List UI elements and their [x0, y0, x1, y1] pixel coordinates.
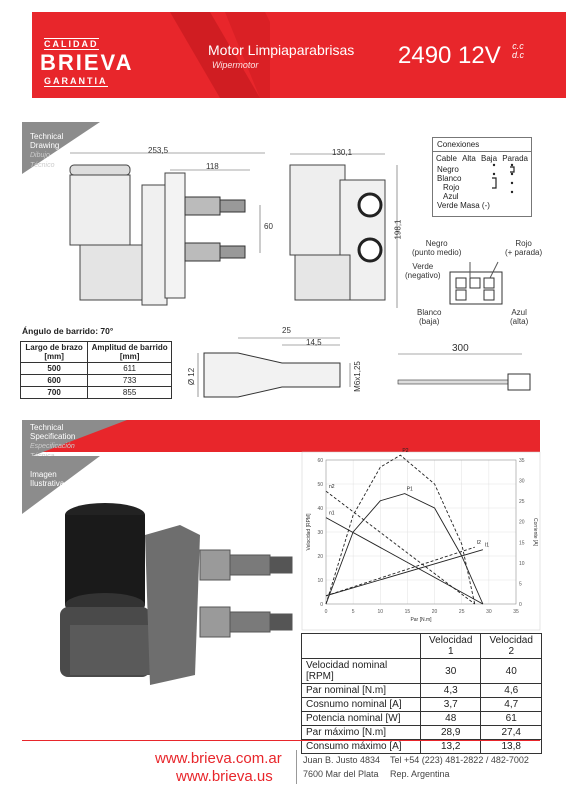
- motor-front-drawing: [285, 150, 405, 315]
- sweep-header-row: [21, 342, 172, 363]
- dim-25: 25: [282, 326, 291, 335]
- chart-x-tick-label: 30: [486, 609, 492, 615]
- chart-y-left-tick-label: 60: [317, 458, 323, 464]
- chart-x-tick-label: 15: [404, 609, 411, 615]
- conn-header-baja: Baja: [481, 154, 498, 163]
- pin-negro: [412, 239, 461, 257]
- logo-brand-text: BRIEVA: [40, 50, 134, 75]
- connections-title: Conexiones: [433, 138, 531, 152]
- footer-address-2: 7600 Mar del Plata: [303, 769, 379, 779]
- sweep-cell: 611: [88, 363, 172, 375]
- conn-ground: Verde Masa (-): [437, 201, 490, 210]
- conn-row-azul: Azul: [443, 192, 459, 201]
- dim-1301: 130,1: [332, 148, 353, 157]
- spec-cell: 28,9: [420, 726, 481, 740]
- dim-145: 14,5: [306, 338, 322, 347]
- spec-tag-es: Especificación: [30, 443, 75, 450]
- spec-header-row: [302, 634, 542, 659]
- dim-60: 60: [264, 222, 273, 231]
- sweep-angle-title: Ángulo de barrido: 70°: [22, 326, 114, 336]
- sweep-cell: 500: [21, 363, 88, 375]
- chart-y-right-tick-label: 5: [519, 581, 522, 588]
- conn-row-rojo: Rojo: [443, 183, 460, 192]
- spec-row: [302, 684, 542, 698]
- chart-series-label: I1: [484, 542, 490, 549]
- pin-rojo-label: Rojo: [515, 239, 532, 248]
- spec-row: [302, 698, 542, 712]
- pin-verde-label: Verde: [412, 262, 434, 271]
- chart-y-right-tick-label: 0: [519, 602, 522, 608]
- chart-y-left-tick-label: 50: [317, 482, 323, 488]
- spec-row: [302, 712, 542, 726]
- spec-cell: Consumo máximo [A]: [302, 740, 421, 754]
- dim-118: 118: [206, 162, 219, 171]
- chart-y-right-tick-label: 25: [519, 499, 525, 506]
- website-ar-link[interactable]: www.brieva.com.ar: [155, 750, 282, 767]
- drawing-tag-es: Dibujo Técnico: [30, 152, 55, 169]
- chart-y-left-tick-label: 40: [317, 506, 323, 512]
- chart-x-tick-label: 0: [324, 609, 328, 615]
- conn-header-alta: Alta: [462, 154, 476, 163]
- shaft-drawing: [190, 335, 360, 410]
- motor-illustration: [30, 495, 300, 695]
- sweep-row: [21, 387, 172, 399]
- chart-y-left-tick-label: 30: [317, 530, 323, 536]
- pin-rojo: [505, 239, 542, 257]
- chart-series-label: I2: [476, 540, 481, 547]
- spec-cell: 61: [481, 712, 542, 726]
- sweep-header-arm: Largo de brazo [mm]: [21, 342, 88, 363]
- spec-cell: 4,6: [481, 684, 542, 698]
- pin-verde: [405, 262, 441, 280]
- sweep-cell: 733: [88, 375, 172, 387]
- drawing-tag-en: Technical Drawing: [30, 132, 64, 150]
- chart-y-left-axis-label: Velocidad [RPM]: [306, 513, 312, 551]
- spec-cell: Cosnumo nominal [A]: [302, 698, 421, 712]
- spec-cell: 40: [481, 659, 542, 684]
- spec-header-v1: Velocidad 1: [420, 634, 481, 659]
- sweep-header-amplitude: Amplitud de barrido [mm]: [88, 342, 172, 363]
- spec-cell: 30: [420, 659, 481, 684]
- spec-header-blank: [302, 634, 421, 659]
- chart-x-tick-label: 10: [377, 609, 384, 615]
- conn-row-blanco: Blanco: [437, 174, 462, 183]
- sweep-row: [21, 363, 172, 375]
- performance-chart: [302, 448, 540, 630]
- brand-logo: [34, 18, 194, 90]
- product-subtitle: Wipermotor: [212, 60, 259, 70]
- spec-cell: Potencia nominal [W]: [302, 712, 421, 726]
- pin-blanco-sub: (baja): [419, 317, 440, 326]
- spec-tag-en: Technical Specification: [30, 423, 76, 441]
- spec-cell: Par máximo [N.m]: [302, 726, 421, 740]
- spec-row: [302, 726, 542, 740]
- spec-table: [301, 633, 542, 754]
- current-dc: d.c: [512, 50, 525, 60]
- footer-separator: [296, 750, 297, 784]
- image-tag-label: Imagen Ilustrativa: [30, 470, 65, 488]
- pin-rojo-sub: (+ parada): [505, 248, 543, 257]
- chart-series-label: n2: [329, 484, 335, 491]
- chart-series-label: P1: [406, 486, 413, 493]
- footer-country: Rep. Argentina: [390, 769, 450, 779]
- chart-y-right-axis-label: Corriente [A]: [532, 517, 538, 547]
- dim-300: 300: [452, 343, 469, 354]
- sweep-cell: 600: [21, 375, 88, 387]
- model-number: 2490 12V: [398, 42, 501, 69]
- connection-diagram: [488, 162, 528, 198]
- dim-12: Ø 12: [187, 367, 197, 386]
- spec-row: [302, 659, 542, 684]
- spec-row: [302, 740, 542, 754]
- sweep-row: [21, 375, 172, 387]
- chart-y-left-tick-label: 0: [320, 602, 323, 608]
- spec-cell: Velocidad nominal [RPM]: [302, 659, 421, 684]
- chart-y-right-tick-label: 10: [519, 560, 525, 567]
- footer-phone: Tel +54 (223) 481-2822 / 482-7002: [390, 755, 529, 765]
- sweep-table: [20, 341, 172, 399]
- spec-cell: Par nominal [N.m]: [302, 684, 421, 698]
- spec-cell: 3,7: [420, 698, 481, 712]
- conn-header-cable: Cable: [436, 154, 457, 163]
- sweep-cell: 700: [21, 387, 88, 399]
- website-us-link[interactable]: www.brieva.us: [176, 768, 273, 785]
- pin-azul-label: Azul: [511, 308, 527, 317]
- sweep-cell: 855: [88, 387, 172, 399]
- spec-cell: 27,4: [481, 726, 542, 740]
- dim-1981: 198,1: [393, 219, 403, 240]
- pin-azul: [510, 308, 528, 326]
- chart-series-label: P2: [402, 448, 409, 455]
- pin-blanco-label: Blanco: [417, 308, 442, 317]
- pin-negro-label: Negro: [425, 239, 448, 248]
- current-cc: c.c: [512, 41, 524, 51]
- product-title: Motor Limpiaparabrisas: [208, 42, 355, 58]
- chart-y-right-tick-label: 30: [519, 478, 525, 485]
- chart-x-tick-label: 35: [513, 609, 519, 615]
- spec-cell: 13,8: [481, 740, 542, 754]
- chart-y-right-tick-label: 20: [519, 519, 525, 526]
- chart-y-left-tick-label: 10: [317, 578, 323, 584]
- spec-cell: 48: [420, 712, 481, 726]
- pin-blanco: [417, 308, 441, 326]
- logo-bottom-text: GARANTIA: [44, 76, 108, 86]
- connector-pinout-drawing: [448, 262, 508, 312]
- spec-cell: 4,3: [420, 684, 481, 698]
- chart-x-tick-label: 20: [431, 609, 438, 615]
- spec-cell: 13,2: [420, 740, 481, 754]
- chart-y-right-tick-label: 15: [519, 540, 525, 547]
- conn-header-parada: Parada: [502, 154, 528, 163]
- chart-x-tick-label: 5: [351, 609, 355, 615]
- pin-negro-sub: (punto medio): [412, 248, 462, 257]
- chart-y-right-tick-label: 35: [519, 458, 525, 464]
- dim-2535: 253,5: [148, 146, 169, 155]
- logo-top-text: CALIDAD: [44, 39, 99, 49]
- conn-row-negro: Negro: [437, 165, 459, 174]
- spec-header-v2: Velocidad 2: [481, 634, 542, 659]
- pin-verde-sub: (negativo): [405, 271, 441, 280]
- chart-x-tick-label: 25: [458, 609, 465, 615]
- dim-m6: M6x1,25: [352, 361, 362, 392]
- motor-side-drawing: [60, 145, 280, 315]
- footer-address-1: Juan B. Justo 4834: [303, 755, 381, 765]
- chart-x-axis-label: Par [N.m]: [410, 617, 432, 623]
- current-type: [512, 42, 524, 60]
- spec-cell: 4,7: [481, 698, 542, 712]
- chart-series-label: n1: [329, 510, 335, 517]
- chart-y-left-tick-label: 20: [317, 554, 323, 560]
- footer-divider: [22, 740, 540, 741]
- pin-azul-sub: (alta): [510, 317, 529, 326]
- cable-drawing: [392, 350, 542, 400]
